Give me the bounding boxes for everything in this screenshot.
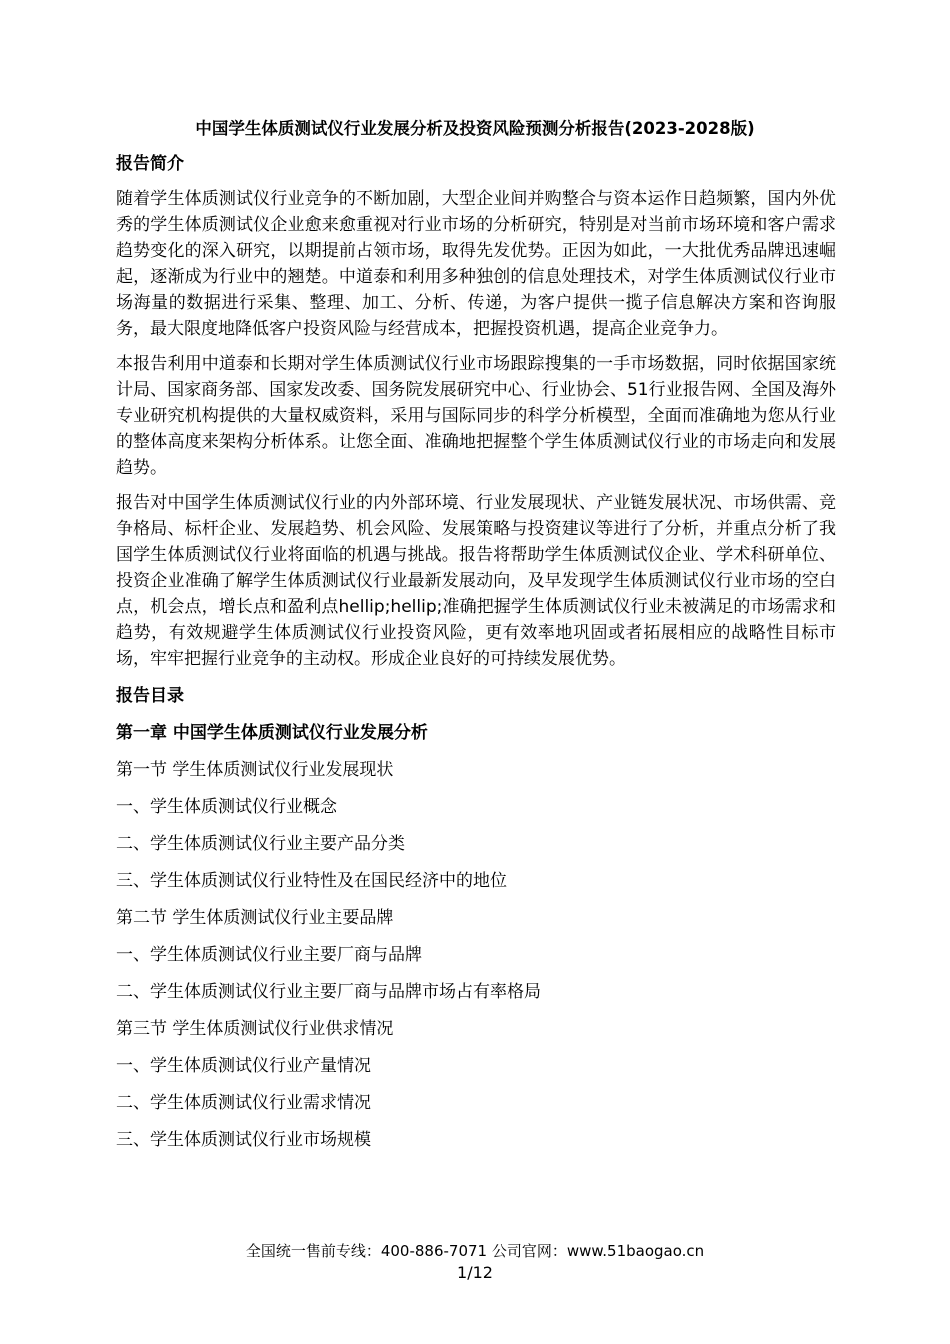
toc-item: 一、学生体质测试仪行业产量情况 (116, 1056, 371, 1076)
toc-item: 一、学生体质测试仪行业主要厂商与品牌 (116, 945, 422, 965)
toc-item: 一、学生体质测试仪行业概念 (116, 797, 337, 817)
intro-paragraph-2: 本报告利用中道泰和长期对学生体质测试仪行业市场跟踪搜集的一手市场数据，同时依据国家统计局、国家商务部、国家发改委、国务院发展研究中心、行业协会、51行业报告网、全国及海外专业研究机构提供的大量权威资料，采用与国际同步的科学分析模型，全面而准确地为您从行业的整体高度来架构分析体系。让您全面、准确地把握整个学生体质测试仪行业的市场走向和发展趋势。 (116, 354, 836, 478)
table-of-contents (116, 720, 836, 1153)
toc-item: 第二节 学生体质测试仪行业主要品牌 (116, 908, 394, 928)
toc-item: 二、学生体质测试仪行业主要产品分类 (116, 834, 405, 854)
toc-item: 二、学生体质测试仪行业主要厂商与品牌市场占有率格局 (116, 982, 541, 1002)
toc-item: 二、学生体质测试仪行业需求情况 (116, 1093, 371, 1113)
page-number: 1/12 (457, 1263, 493, 1282)
toc-heading: 报告目录 (116, 686, 184, 706)
page-footer (0, 1240, 950, 1284)
toc-item: 三、学生体质测试仪行业特性及在国民经济中的地位 (116, 871, 507, 891)
report-body (116, 151, 836, 1164)
intro-paragraph-1: 随着学生体质测试仪行业竞争的不断加剧，大型企业间并购整合与资本运作日趋频繁，国内外优秀的学生体质测试仪企业愈来愈重视对行业市场的分析研究，特别是对当前市场环境和客户需求趋势变化的深入研究，以期提前占领市场，取得先发优势。正因为如此，一大批优秀品牌迅速崛起，逐渐成为行业中的翘楚。中道泰和利用多种独创的信息处理技术，对学生体质测试仪行业市场海量的数据进行采集、整理、加工、分析、传递，为客户提供一揽子信息解决方案和咨询服务，最大限度地降低客户投资风险与经营成本，把握投资机遇，提高企业竞争力。 (116, 189, 836, 339)
toc-item: 第一节 学生体质测试仪行业发展现状 (116, 760, 394, 780)
intro-paragraph-3: 报告对中国学生体质测试仪行业的内外部环境、行业发展现状、产业链发展状况、市场供需、竞争格局、标杆企业、发展趋势、机会风险、发展策略与投资建议等进行了分析，并重点分析了我国学生体质测试仪行业将面临的机遇与挑战。报告将帮助学生体质测试仪企业、学术科研单位、投资企业准确了解学生体质测试仪行业最新发展动向，及早发现学生体质测试仪行业市场的空白点，机会点，增长点和盈利点hellip;hellip;准确把握学生体质测试仪行业未被满足的市场需求和趋势，有效规避学生体质测试仪行业投资风险，更有效率地巩固或者拓展相应的战略性目标市场，牢牢把握行业竞争的主动权。形成企业良好的可持续发展优势。 (116, 493, 836, 669)
report-title: 中国学生体质测试仪行业发展分析及投资风险预测分析报告(2023-2028版) (195, 119, 755, 138)
toc-item: 第一章 中国学生体质测试仪行业发展分析 (116, 723, 428, 743)
toc-item: 三、学生体质测试仪行业市场规模 (116, 1130, 371, 1150)
intro-heading: 报告简介 (116, 154, 184, 174)
footer-contact: 全国统一售前专线：400-886-7071 公司官网：www.51baogao.cn (245, 1242, 705, 1260)
toc-item: 第三节 学生体质测试仪行业供求情况 (116, 1019, 394, 1039)
